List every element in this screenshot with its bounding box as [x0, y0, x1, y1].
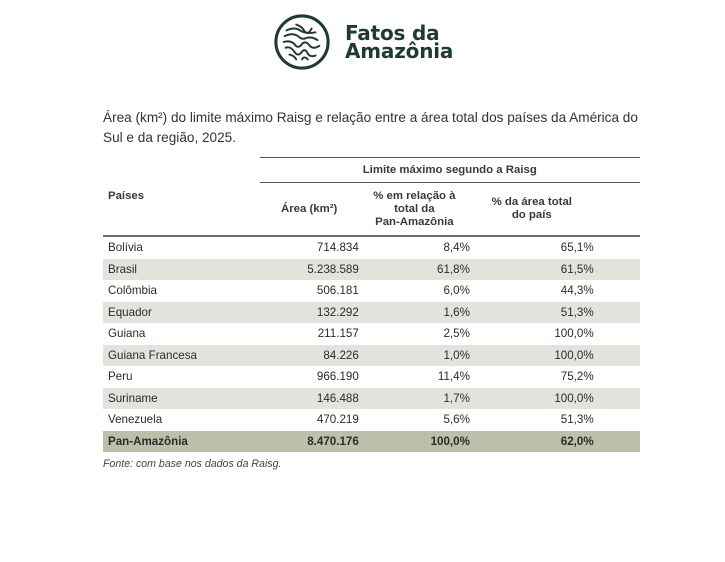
cell-pad — [594, 323, 640, 345]
header-paises: Países — [103, 158, 260, 237]
header-line: Pan-Amazônia — [375, 215, 454, 228]
table-caption: Área (km²) do limite máximo Raisg e relação entre a área total dos países da América do Sul e da região, 2025. — [103, 110, 638, 145]
logo-text — [345, 21, 454, 63]
cell-pct-pan: 11,4% — [437, 370, 470, 384]
cell-area: 714.834 — [316, 241, 359, 255]
table-row — [103, 236, 640, 259]
table-row — [103, 323, 640, 345]
cell-pad — [594, 302, 640, 324]
cell-pad — [594, 409, 640, 431]
cell-pct-country: 100,0% — [470, 345, 594, 367]
cell-country: Guiana — [108, 327, 146, 341]
header-pct-pan — [359, 183, 470, 237]
cell-pct-pan: 5,6% — [443, 413, 470, 427]
table-row — [103, 409, 640, 431]
cell-area: 966.190 — [316, 370, 359, 384]
cell-pad — [594, 236, 640, 259]
cell-pct-country: 61,5% — [470, 259, 594, 281]
data-table — [103, 157, 640, 452]
cell-pct-country: 75,2% — [560, 370, 594, 384]
cell-area: 8.470.176 — [260, 431, 359, 453]
cell-area: 211.157 — [317, 327, 359, 341]
circular-terrain-icon — [273, 13, 331, 71]
table-row — [103, 302, 640, 324]
cell-pct-pan: 8,4% — [443, 241, 470, 255]
cell-pct-country: 100,0% — [554, 327, 594, 341]
cell-country: Brasil — [103, 259, 260, 281]
cell-pct-country: 65,1% — [560, 241, 594, 255]
cell-pct-country: 51,3% — [470, 302, 594, 324]
header-line: % em relação à — [373, 189, 456, 202]
table-row — [103, 280, 640, 302]
cell-pad — [594, 388, 640, 410]
cell-pct-pan: 1,6% — [359, 302, 470, 324]
cell-pct-country: 62,0% — [470, 431, 594, 453]
cell-country: Equador — [103, 302, 260, 324]
cell-pad — [594, 345, 640, 367]
cell-pct-country: 51,3% — [560, 413, 594, 427]
cell-pct-pan: 100,0% — [359, 431, 470, 453]
cell-country: Guiana Francesa — [103, 345, 260, 367]
cell-pct-pan: 2,5% — [443, 327, 470, 341]
cell-pad — [594, 366, 640, 388]
cell-country: Bolívia — [108, 241, 143, 255]
cell-pct-country: 44,3% — [560, 284, 594, 298]
cell-country: Pan-Amazônia — [103, 431, 260, 453]
cell-pct-pan: 6,0% — [443, 284, 470, 298]
table-total-row — [103, 431, 640, 453]
cell-pct-country: 100,0% — [470, 388, 594, 410]
cell-pct-pan: 61,8% — [359, 259, 470, 281]
cell-pct-pan: 1,7% — [359, 388, 470, 410]
cell-area: 506.181 — [316, 284, 359, 298]
header-line: total da — [394, 202, 435, 215]
header-area: Área (km²) — [260, 183, 359, 237]
cell-country: Peru — [108, 370, 133, 384]
table-row — [103, 259, 640, 281]
header-line: % da área total — [491, 196, 572, 208]
cell-country: Suriname — [103, 388, 260, 410]
cell-area: 470.219 — [316, 413, 359, 427]
cell-area: 132.292 — [260, 302, 359, 324]
logo-line-1: Fatos da — [345, 21, 440, 45]
cell-area: 84.226 — [260, 345, 359, 367]
header-line: do país — [511, 209, 552, 221]
source-note: Fonte: com base nos dados da Raisg. — [103, 458, 282, 470]
logo-line-2: Amazônia — [345, 39, 454, 63]
table-row — [103, 345, 640, 367]
cell-country: Venezuela — [108, 413, 163, 427]
cell-pad — [594, 431, 640, 453]
cell-pad — [594, 259, 640, 281]
cell-pct-pan: 1,0% — [359, 345, 470, 367]
header-pct-country — [470, 183, 594, 237]
header-group-limite: Limite máximo segundo a Raisg — [260, 158, 640, 183]
cell-country: Colômbia — [108, 284, 157, 298]
table-row — [103, 366, 640, 388]
cell-area: 5.238.589 — [260, 259, 359, 281]
cell-pad — [594, 280, 640, 302]
header-spacer — [594, 183, 640, 237]
cell-area: 146.488 — [260, 388, 359, 410]
logo — [273, 13, 453, 71]
table-row — [103, 388, 640, 410]
